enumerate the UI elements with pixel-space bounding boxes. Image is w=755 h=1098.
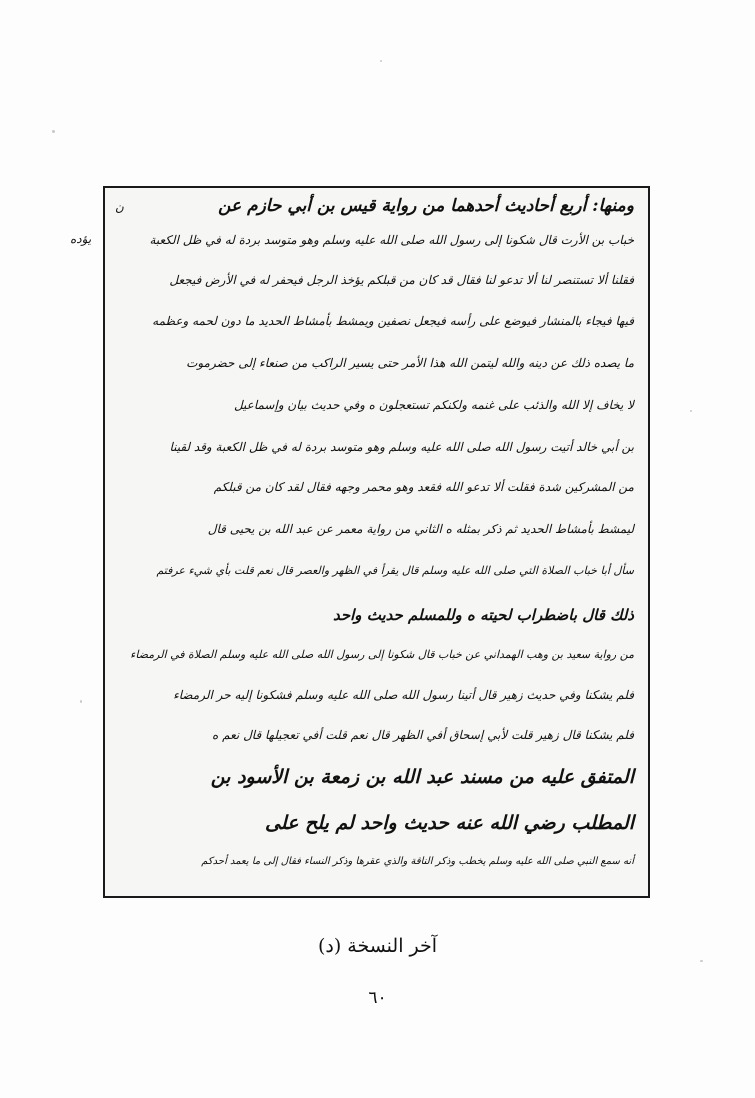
scan-speck bbox=[700, 960, 703, 962]
manuscript-line: المتفق عليه من مسند عبد الله بن زمعة بن الأسود بن bbox=[210, 766, 634, 788]
page-number: ٦٠ bbox=[368, 988, 387, 1008]
manuscript-line: ومنها: أربع أحاديث أحدهما من رواية قيس بن أبي حازم عن bbox=[218, 196, 634, 216]
manuscript-line: من المشركين شدة فقلت ألا تدعو الله فقعد وهو محمر وجهه فقال لقد كان من قبلكم bbox=[213, 480, 634, 494]
scan-speck bbox=[52, 130, 55, 133]
scan-speck bbox=[380, 60, 382, 62]
manuscript-line: المطلب رضي الله عنه حديث واحد لم يلح على bbox=[264, 812, 634, 834]
manuscript-line: فلم يشكنا قال زهير قلت لأبي إسحاق أفي الظهر قال نعم قلت أفي تعجيلها قال نعم ه bbox=[212, 728, 634, 742]
manuscript-line: سأل أبا خباب الصلاة التي صلى الله عليه وسلم قال يقرأ في الظهر والعصر قال نعم قلت بأي شيء عرفتم bbox=[156, 564, 634, 577]
manuscript-image bbox=[103, 186, 650, 898]
manuscript-line: فقلنا ألا تستنصر لنا ألا تدعو لنا فقال قد كان من قبلكم يؤخذ الرجل فيحفر له في الأرض فيجعل bbox=[169, 273, 634, 287]
margin-note: يؤده bbox=[70, 232, 92, 246]
manuscript-line: فيها فيجاء بالمنشار فيوضع على رأسه فيجعل نصفين ويمشط بأمشاط الحديد ما دون لحمه وعظمه bbox=[152, 314, 634, 328]
page-caption: آخر النسخة (د) bbox=[317, 935, 438, 957]
manuscript-line: بن أبي خالد أتيت رسول الله صلى الله عليه وسلم وهو متوسد بردة له في ظل الكعبة وقد لقينا bbox=[169, 440, 634, 454]
manuscript-line: خباب بن الأرت قال شكونا إلى رسول الله صلى الله عليه وسلم وهو متوسد بردة له في ظل الكعبة bbox=[149, 233, 634, 247]
manuscript-line: فلم يشكنا وفي حديث زهير قال أتينا رسول الله صلى الله عليه وسلم فشكونا إليه حر الرمضاء bbox=[173, 688, 634, 702]
margin-note: ن bbox=[115, 200, 124, 214]
manuscript-line: أنه سمع النبي صلى الله عليه وسلم يخطب وذكر الناقة والذي عقرها وذكر النساء فقال إلى ما يعمد أحدكم bbox=[201, 856, 634, 867]
scan-speck bbox=[690, 410, 692, 412]
scan-speck bbox=[80, 700, 82, 703]
manuscript-line: لا يخاف إلا الله والذئب على غنمه ولكنكم تستعجلون ه وفي حديث بيان وإسماعيل bbox=[233, 398, 634, 412]
manuscript-line: من رواية سعيد بن وهب الهمداني عن خباب قال شكونا إلى رسول الله صلى الله عليه وسلم الصلاة في الرمضاء bbox=[130, 648, 634, 661]
manuscript-line: ذلك قال باضطراب لحيته ه وللمسلم حديث واحد bbox=[332, 606, 634, 624]
manuscript-line: ما يصده ذلك عن دينه والله ليتمن الله هذا الأمر حتى يسير الراكب من صنعاء إلى حضرموت bbox=[186, 356, 634, 370]
manuscript-line: ليمشط بأمشاط الحديد ثم ذكر بمثله ه الثاني من رواية معمر عن عبد الله بن يحيى قال bbox=[207, 522, 634, 536]
